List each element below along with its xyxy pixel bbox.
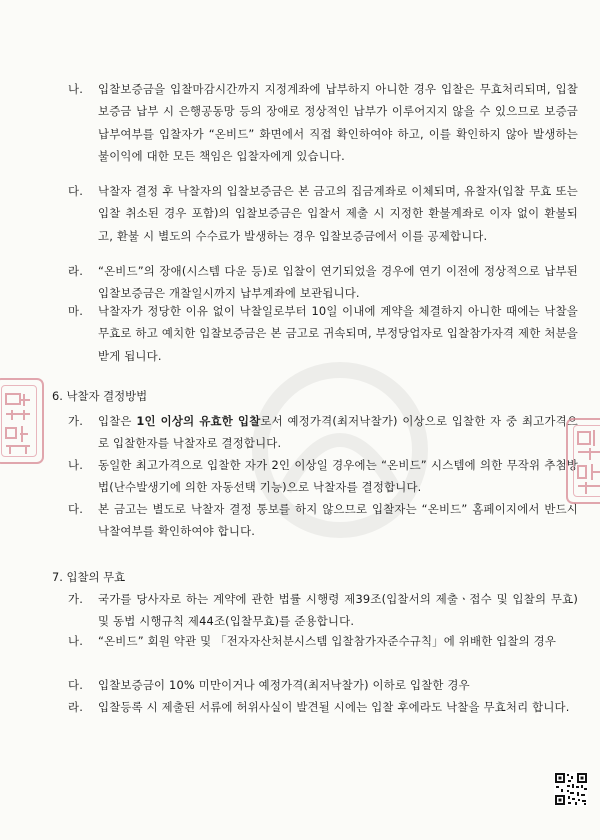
marker: 마. bbox=[68, 304, 84, 318]
text-pre: 입찰은 bbox=[98, 414, 137, 428]
marker: 가. bbox=[68, 592, 84, 606]
s6-item-ga bbox=[68, 410, 578, 455]
qr-code-icon bbox=[554, 772, 588, 806]
emphasis-text: 1인 이상의 유효한 입찰 bbox=[136, 414, 261, 428]
marker: 나. bbox=[68, 458, 84, 472]
item-text: 입찰보증금이 10% 미만이거나 예정가격(최저낙찰가) 이하로 입찰한 경우 bbox=[98, 678, 470, 692]
marker: 다. bbox=[68, 184, 84, 198]
item-text: “온비드” 회원 약관 및 「전자자산처분시스템 입찰참가자준수규칙」에 위배한 입찰의 경우 bbox=[98, 634, 557, 648]
s7-item-ga bbox=[68, 588, 578, 633]
section7-heading: 7. 입찰의 무효 bbox=[52, 570, 126, 584]
item-text: 본 금고는 별도로 낙찰자 결정 통보를 하지 않으므로 입찰자는 “온비드” 홈페이지에서 반드시 낙찰여부를 확인하여야 합니다. bbox=[98, 502, 578, 539]
text-post: 로서 예정가격(최저낙찰가) 이상으로 입찰한 자 중 최고가격으로 입찰한자를 낙찰자로 결정합니다. bbox=[98, 414, 578, 451]
official-seal-left-icon bbox=[0, 378, 44, 464]
section6-heading: 6. 낙찰자 결정방법 bbox=[52, 389, 148, 403]
marker: 나. bbox=[68, 634, 84, 648]
item-text bbox=[98, 410, 578, 455]
s7-item-da bbox=[68, 674, 578, 696]
marker: 다. bbox=[68, 678, 84, 692]
s5-item-ma bbox=[68, 300, 578, 367]
official-seal-right-icon bbox=[566, 418, 600, 504]
s6-item-na bbox=[68, 454, 578, 499]
item-text: 국가를 당사자로 하는 계약에 관한 법률 시행령 제39조(입찰서의 제출ㆍ접수 및 입찰의 무효) 및 동법 시행규칙 제44조(입찰무효)를 준용합니다. bbox=[98, 592, 578, 629]
s5-item-ra bbox=[68, 260, 578, 305]
s6-item-da bbox=[68, 498, 578, 543]
marker: 나. bbox=[68, 82, 84, 96]
s5-item-na bbox=[68, 78, 578, 168]
item-text: 낙찰자 결정 후 낙찰자의 입찰보증금은 본 금고의 집금계좌로 이체되며, 유찰자(입찰 무효 또는 입찰 취소된 경우 포함)의 입찰보증금은 입찰서 제출 시 지정한 환불계좌로 이자 없이 환불되고, 환불 시 별도의 수수료가 발생하는 경우 입찰보증금에서 이를 공제합니다. bbox=[98, 184, 578, 243]
s5-item-da bbox=[68, 180, 578, 247]
item-text: 입찰보증금을 입찰마감시간까지 지정계좌에 납부하지 아니한 경우 입찰은 무효처리되며, 입찰보증금 납부 시 은행공동망 등의 장애로 정상적인 납부가 이루어지지 않을 수 있으므로 보증금 납부여부를 입찰자가 “온비드” 화면에서 직접 확인하여야 하고, 이를 확인하지 않아 발생하는 불이익에 대한 모든 책임은 입찰자에게 있습니다. bbox=[98, 82, 578, 164]
s7-item-na bbox=[68, 630, 578, 652]
item-text: “온비드”의 장애(시스템 다운 등)로 입찰이 연기되었을 경우에 연기 이전에 정상적으로 납부된 입찰보증금은 개찰일시까지 납부계좌에 보관됩니다. bbox=[98, 264, 578, 301]
marker: 가. bbox=[68, 414, 84, 428]
marker: 라. bbox=[68, 700, 84, 714]
item-text: 동일한 최고가격으로 입찰한 자가 2인 이상일 경우에는 “온비드” 시스템에 의한 무작위 추첨방법(난수발생기에 의한 자동선택 기능)으로 낙찰자를 결정합니다. bbox=[98, 458, 578, 495]
s7-item-ra bbox=[68, 696, 578, 718]
marker: 라. bbox=[68, 264, 84, 278]
item-text: 낙찰자가 정당한 이유 없이 낙찰일로부터 10일 이내에 계약을 체결하지 아니한 때에는 낙찰을 무효로 하고 예치한 입찰보증금은 본 금고로 귀속되며, 부정당업자로 입찰참가자격 제한 처분을 받게 됩니다. bbox=[98, 304, 578, 363]
marker: 다. bbox=[68, 502, 84, 516]
item-text: 입찰등록 시 제출된 서류에 허위사실이 발견될 시에는 입찰 후에라도 낙찰을 무효처리 합니다. bbox=[98, 700, 570, 714]
